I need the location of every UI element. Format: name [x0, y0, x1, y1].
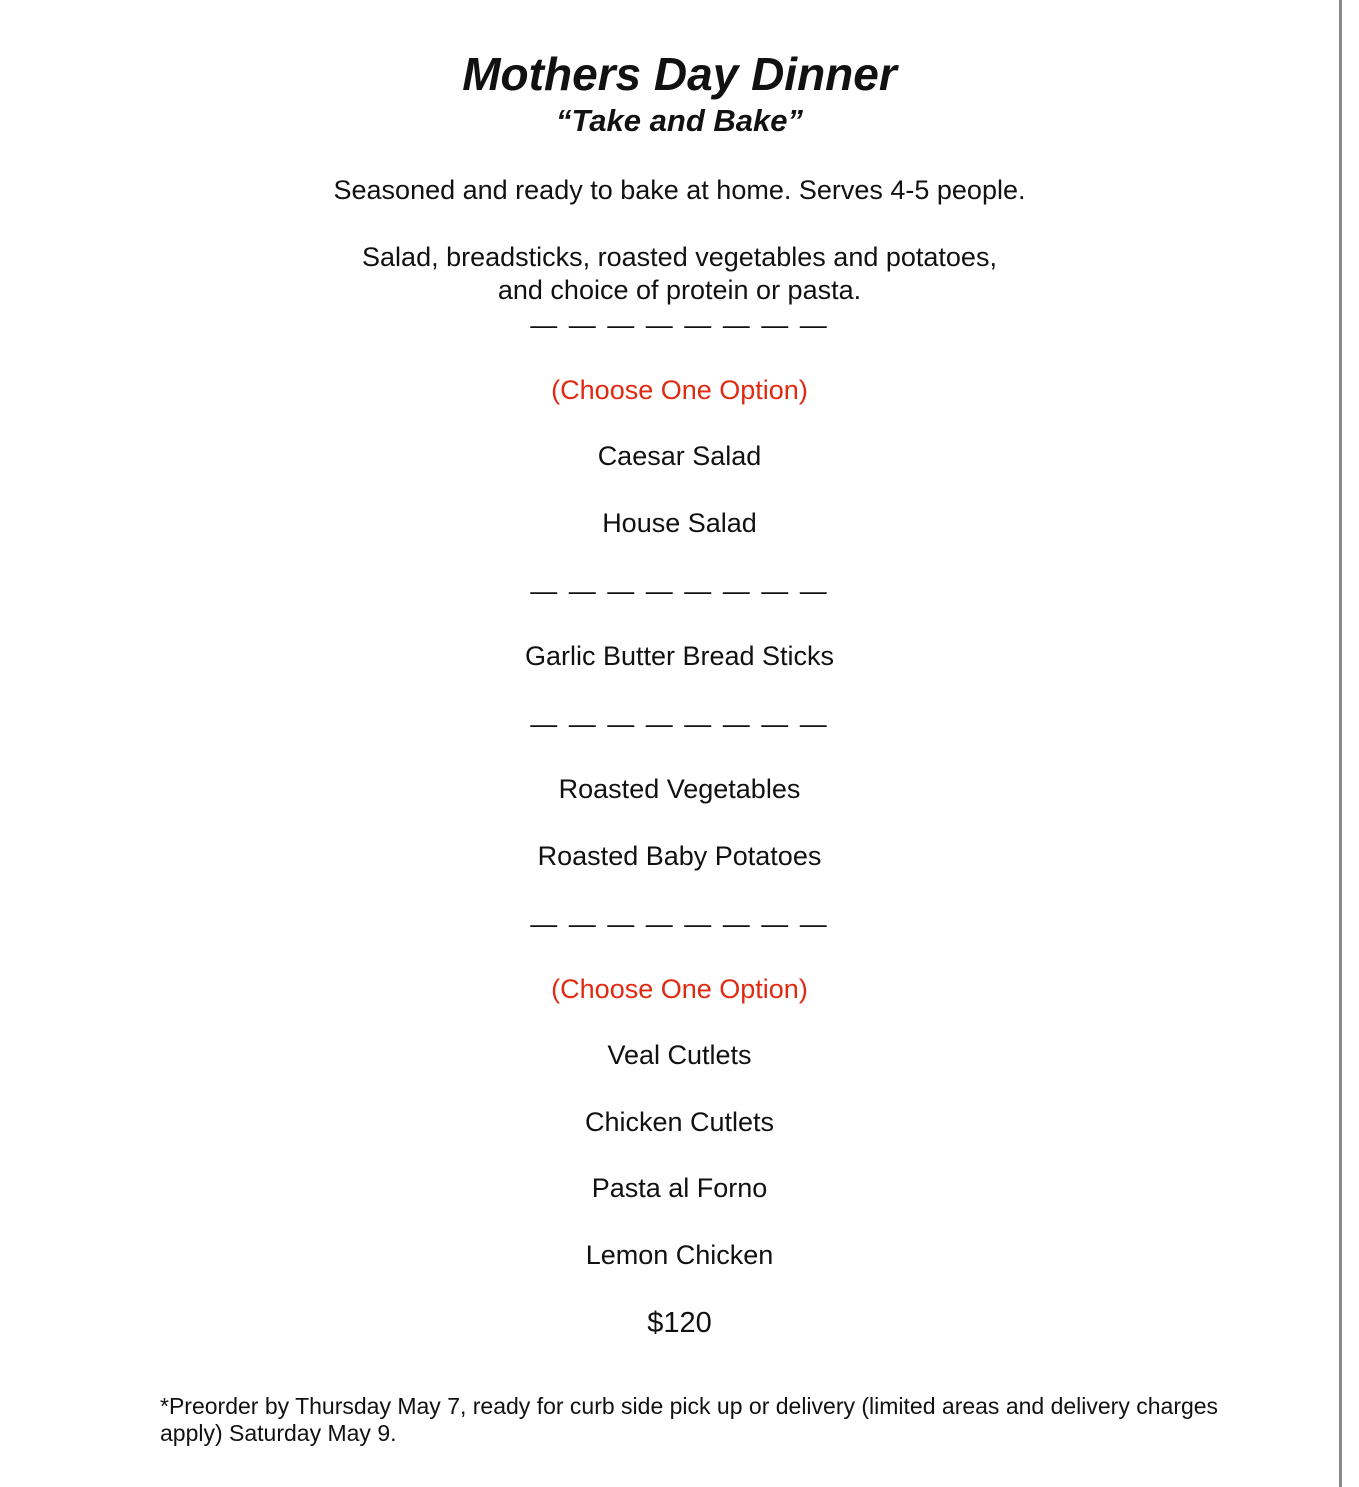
intro-text: Seasoned and ready to bake at home. Serves 4-5 people.	[333, 175, 1026, 205]
menu-subtitle: “Take and Bake”	[556, 103, 803, 138]
section-divider: — — — — — — — —	[530, 310, 829, 340]
menu-item-house-salad: House Salad	[602, 508, 757, 538]
menu-item-garlic-bread-sticks: Garlic Butter Bread Sticks	[524, 641, 835, 671]
menu-title: Mothers Day Dinner	[462, 48, 897, 100]
menu-item-veal-cutlets: Veal Cutlets	[607, 1040, 752, 1070]
includes-text-line-1: Salad, breadsticks, roasted vegetables and potatoes,	[362, 242, 997, 272]
menu-item-caesar-salad: Caesar Salad	[597, 441, 762, 471]
menu-item-roasted-vegetables: Roasted Vegetables	[558, 774, 801, 804]
includes-text-line-2: and choice of protein or pasta.	[497, 275, 862, 305]
menu-price: $120	[647, 1307, 712, 1339]
menu-item-pasta-al-forno: Pasta al Forno	[591, 1173, 768, 1203]
section-divider: — — — — — — — —	[530, 909, 829, 939]
section-divider: — — — — — — — —	[530, 709, 829, 739]
menu-item-chicken-cutlets: Chicken Cutlets	[584, 1107, 775, 1137]
section-divider: — — — — — — — —	[530, 576, 829, 606]
page-edge	[1339, 0, 1359, 1487]
preorder-footnote: *Preorder by Thursday May 7, ready for curb side pick up or delivery (limited areas and delivery charges apply) Saturday May 9.	[160, 1393, 1219, 1446]
menu-item-roasted-baby-potatoes: Roasted Baby Potatoes	[537, 841, 822, 871]
main-choose-label: (Choose One Option)	[551, 974, 808, 1004]
menu-item-lemon-chicken: Lemon Chicken	[585, 1240, 774, 1270]
salad-choose-label: (Choose One Option)	[551, 375, 808, 405]
